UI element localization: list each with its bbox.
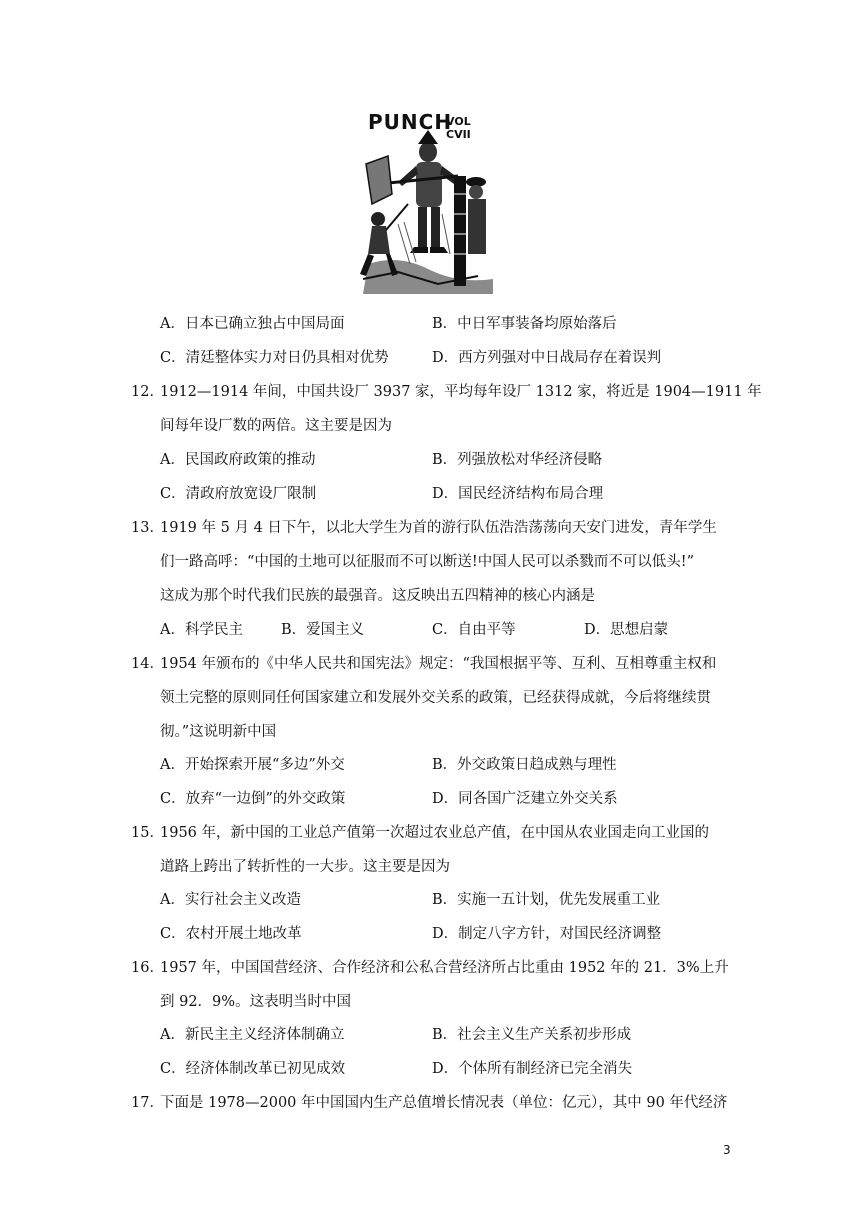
- q12-number: 12．: [131, 384, 164, 400]
- q12-stem-line1: 1912—1914 年间，中国共设厂 3937 家，平均每年设厂 1312 家，将近是 1904—1911 年: [160, 384, 762, 400]
- cartoon-title: PUNCH: [368, 110, 453, 134]
- q12-option-c: C．清政府放宽设厂限制: [160, 486, 317, 502]
- q14-option-b: B．外交政策日趋成熟与理性: [432, 757, 617, 773]
- q12-option-d: D．国民经济结构布局合理: [432, 486, 604, 502]
- q14-number: 14．: [131, 656, 164, 672]
- page-number: 3: [723, 1143, 731, 1157]
- q13-stem-line2: 们一路高呼：“中国的土地可以征服而不可以断送!中国人民可以杀戮而不可以低头!”: [160, 554, 694, 570]
- q17-number: 17．: [131, 1095, 164, 1111]
- q14-stem-line3: 彻。”这说明新中国: [160, 724, 277, 740]
- q16-option-d: D．个体所有制经济已完全消失: [432, 1061, 633, 1077]
- q16-option-c: C．经济体制改革已初见成效: [160, 1061, 346, 1077]
- cartoon-vol-line2: CVII: [446, 128, 471, 141]
- q12-option-a: A．民国政府政策的推动: [160, 452, 316, 468]
- q12-option-b: B．列强放松对华经济侵略: [432, 452, 603, 468]
- q11-option-a: A．日本已确立独占中国局面: [160, 316, 345, 332]
- q16-option-a: A．新民主主义经济体制确立: [160, 1027, 345, 1043]
- q16-number: 16．: [131, 960, 164, 976]
- q14-option-a: A．开始探索开展“多边”外交: [160, 757, 345, 773]
- q13-option-a: A．科学民主: [160, 622, 243, 638]
- q11-option-d: D．西方列强对中日战局存在着误判: [432, 350, 662, 366]
- q15-option-b: B．实施一五计划，优先发展重工业: [432, 892, 661, 908]
- q15-stem-line1: 1956 年，新中国的工业总产值第一次超过农业总产值，在中国从农业国走向工业国的: [160, 825, 710, 841]
- q14-option-d: D．同各国广泛建立外交关系: [432, 791, 618, 807]
- q16-stem-line2: 到 92．9%。这表明当时中国: [160, 994, 352, 1010]
- q11-option-b: B．中日军事装备均原始落后: [432, 316, 617, 332]
- cartoon-volume-label: [446, 115, 471, 141]
- q12-stem-line2: 间每年设厂数的两倍。这主要是因为: [160, 418, 392, 434]
- q17-stem-line1: 下面是 1978—2000 年中国国内生产总值增长情况表（单位：亿元），其中 90 年代经济: [160, 1095, 728, 1111]
- q11-option-c: C．清廷整体实力对日仍具相对优势: [160, 350, 389, 366]
- q14-option-c: C．放弃“一边倒”的外交政策: [160, 791, 346, 807]
- q13-option-d: D．思想启蒙: [584, 622, 669, 638]
- cartoon-vol-line1: VOL: [446, 115, 471, 128]
- q15-option-d: D．制定八字方针，对国民经济调整: [432, 926, 662, 942]
- q13-number: 13．: [131, 520, 164, 536]
- q13-stem-line1: 1919 年 5 月 4 日下午，以北大学生为首的游行队伍浩浩荡荡向天安门进发，青年学生: [160, 520, 717, 536]
- q13-option-b: B．爱国主义: [281, 622, 365, 638]
- q14-stem-line2: 领土完整的原则同任何国家建立和发展外交关系的政策，已经获得成就，今后将继续贯: [160, 690, 711, 706]
- q15-option-a: A．实行社会主义改造: [160, 892, 301, 908]
- q13-option-c: C．自由平等: [432, 622, 516, 638]
- q15-number: 15．: [131, 825, 164, 841]
- q13-stem-line3: 这成为那个时代我们民族的最强音。这反映出五四精神的核心内涵是: [160, 588, 595, 604]
- q15-stem-line2: 道路上跨出了转折性的一大步。这主要是因为: [160, 859, 450, 875]
- q15-option-c: C．农村开展土地改革: [160, 926, 302, 942]
- q16-option-b: B．社会主义生产关系初步形成: [432, 1027, 632, 1043]
- q16-stem-line1: 1957 年，中国国营经济、合作经济和公私合营经济所占比重由 1952 年的 21．3%上升: [160, 960, 729, 976]
- q14-stem-line1: 1954 年颁布的《中华人民共和国宪法》规定：“我国根据平等、互利、互相尊重主权和: [160, 656, 717, 672]
